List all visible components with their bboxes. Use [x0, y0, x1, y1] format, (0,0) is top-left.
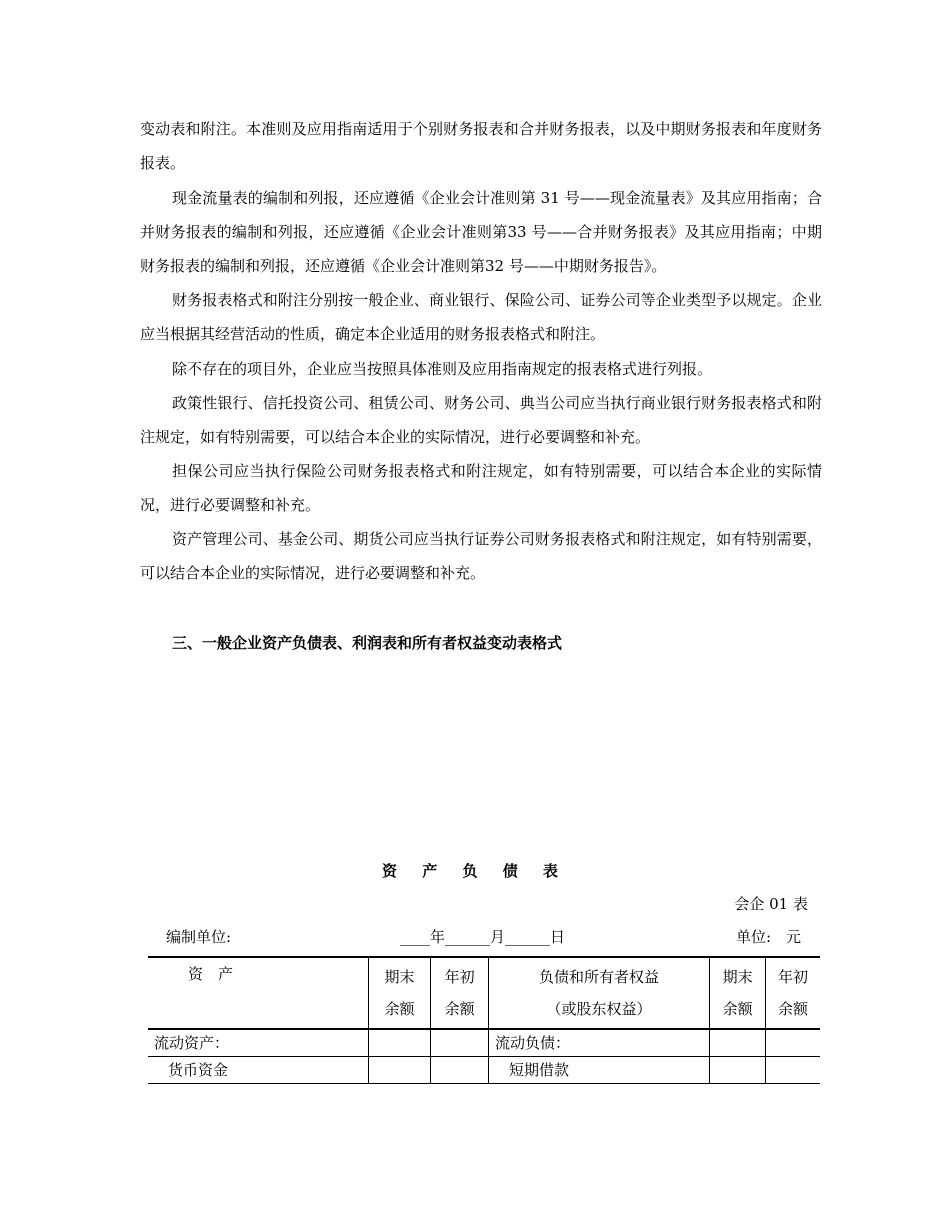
- balance-sheet-table: [148, 956, 820, 1084]
- prepared-by-label: 编制单位:: [166, 928, 232, 946]
- paragraph-formats: 财务报表格式和附注分别按一般企业、商业银行、保险公司、证券公司等企业类型予以规定。企业应当根据其经营活动的性质，确定本企业适用的财务报表格式和附注。: [140, 291, 822, 343]
- table-row: [148, 1029, 820, 1057]
- header-begin-balance-liabilities: 年初 余额: [766, 957, 820, 1029]
- paragraph-scope: 变动表和附注。本准则及应用指南适用于个别财务报表和合并财务报表，以及中期财务报表和年度财务报表。: [140, 120, 822, 172]
- paragraph-policy-banks: 政策性银行、信托投资公司、租赁公司、财务公司、典当公司应当执行商业银行财务报表格式和附注规定，如有特别需要，可以结合本企业的实际情况，进行必要调整和补充。: [140, 394, 822, 446]
- value-cell: [766, 1029, 820, 1057]
- section-heading: 三、一般企业资产负债表、利润表和所有者权益变动表格式: [172, 634, 563, 652]
- header-end-balance-liabilities: 期末 余额: [710, 957, 766, 1029]
- header-liabilities-equity: 负债和所有者权益 （或股东权益）: [488, 957, 709, 1029]
- paragraph-items: 除不存在的项目外，企业应当按照具体准则及应用指南规定的报表格式进行列报。: [172, 360, 713, 378]
- value-cell: [710, 1029, 766, 1057]
- liability-cell: 短期借款: [488, 1057, 709, 1084]
- asset-cell: 货币资金: [148, 1057, 368, 1084]
- value-cell: [368, 1029, 430, 1057]
- form-code: 会企 01 表: [734, 895, 808, 913]
- header-asset: 资 产: [148, 957, 368, 1029]
- paragraph-guarantee: 担保公司应当执行保险公司财务报表格式和附注规定，如有特别需要，可以结合本企业的实际情况，进行必要调整和补充。: [140, 462, 822, 514]
- table-header-row: [148, 957, 820, 1029]
- value-cell: [431, 1029, 489, 1057]
- unit-label: 单位: 元: [736, 928, 802, 946]
- table-row: [148, 1057, 820, 1084]
- table-title: 资 产 负 债 表: [382, 862, 568, 880]
- liability-cell: 流动负债：: [488, 1029, 709, 1057]
- paragraph-cash-flow: 现金流量表的编制和列报，还应遵循《企业会计准则第 31 号——现金流量表》及其应用指南；合并财务报表的编制和列报，还应遵循《企业会计准则第33 号——合并财务报表》及其应用指南；中期财务报表的编制和列报，还应遵循《企业会计准则第32 号——中期财务报告》。: [140, 189, 822, 275]
- value-cell: [431, 1057, 489, 1084]
- paragraph-asset-management: 资产管理公司、基金公司、期货公司应当执行证券公司财务报表格式和附注规定，如有特别需要，可以结合本企业的实际情况，进行必要调整和补充。: [140, 530, 822, 582]
- asset-cell: 流动资产：: [148, 1029, 368, 1057]
- header-begin-balance-assets: 年初 余额: [431, 957, 489, 1029]
- value-cell: [710, 1057, 766, 1084]
- date-line: ____年______月______日: [400, 928, 566, 946]
- value-cell: [766, 1057, 820, 1084]
- value-cell: [368, 1057, 430, 1084]
- header-end-balance-assets: 期末 余额: [368, 957, 430, 1029]
